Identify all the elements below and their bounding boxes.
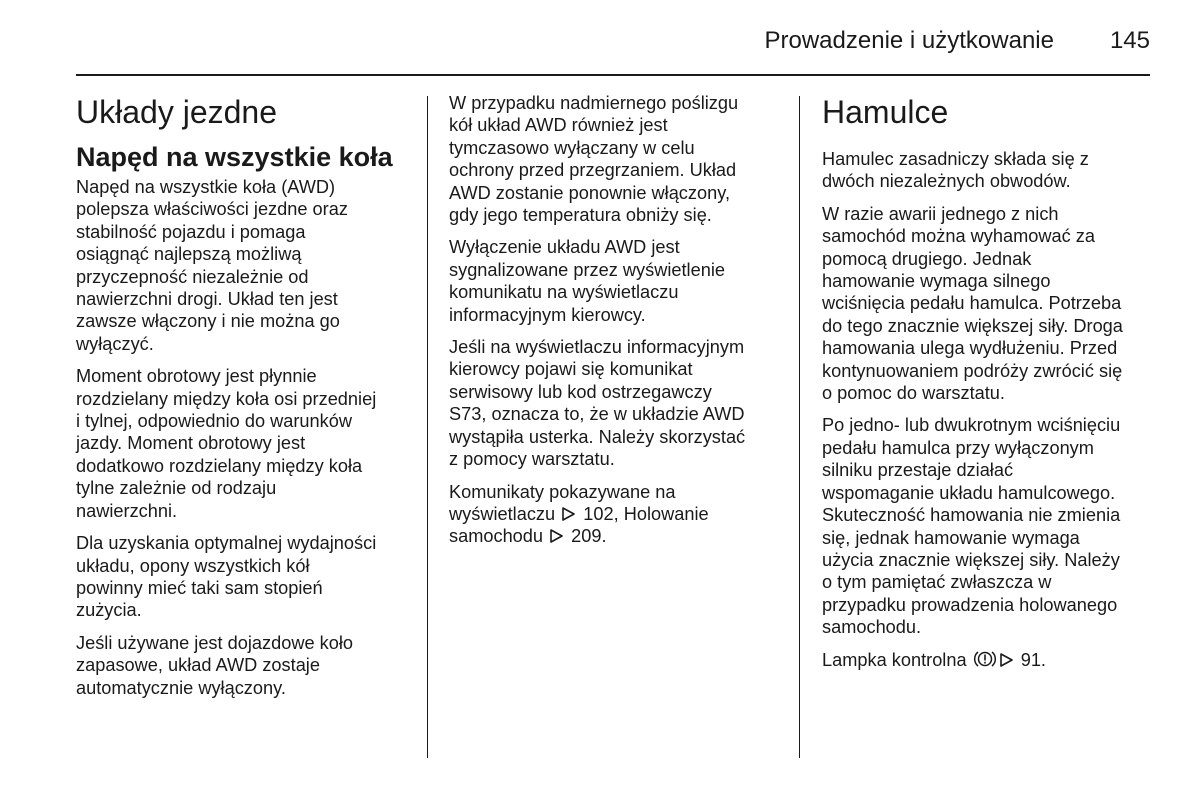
page-reference-link[interactable]: 102, Holowanie xyxy=(583,503,709,524)
paragraph-line: kierowcy pojawi się komunikat xyxy=(449,359,693,380)
paragraph-line: rozdzielany między koła osi przedniej xyxy=(76,388,377,409)
paragraph-line: kontynuowaniem podróży zwrócić się xyxy=(822,360,1123,381)
column-divider-right xyxy=(799,96,800,758)
column-brakes xyxy=(822,92,1152,681)
paragraph-line: wspomaganie układu hamulcowego. xyxy=(822,482,1116,503)
page-reference-arrow-icon xyxy=(999,653,1014,667)
paragraph-line: hamowanie wymaga silnego xyxy=(822,271,1051,292)
paragraph-line: nawierzchni. xyxy=(76,500,178,521)
paragraph-line: dwóch niezależnych obwodów. xyxy=(822,171,1071,192)
paragraph-line: i tylnej, odpowiednio do warunków xyxy=(76,411,353,432)
paragraph-line: AWD zostanie ponownie włączony, xyxy=(449,182,731,203)
section-heading-brakes: Hamulce xyxy=(822,94,949,130)
page-reference-arrow-icon xyxy=(561,507,576,521)
paragraph-line: powinny mieć taki sam stopień xyxy=(76,577,323,598)
section-heading-driving-systems: Układy jezdne xyxy=(76,94,277,130)
paragraph-line: samochód można wyhamować za xyxy=(822,226,1095,247)
paragraph-line xyxy=(449,503,779,525)
paragraph xyxy=(76,176,406,355)
paragraph-line: do tego znacznie większej siły. Droga xyxy=(822,315,1123,336)
paragraph xyxy=(76,632,406,699)
paragraph-line: S73, oznacza to, że w układzie AWD xyxy=(449,404,745,425)
paragraph-line: komunikatu na wyświetlaczu xyxy=(449,282,679,303)
paragraph-line: Komunikaty pokazywane na xyxy=(449,481,676,502)
paragraph-line: użycia znacznie większej siły. Należy xyxy=(822,549,1120,570)
brake-warning-icon xyxy=(973,649,997,669)
col3-paragraphs xyxy=(822,148,1152,639)
paragraph-line: automatycznie wyłączony. xyxy=(76,677,286,698)
paragraph-line: dodatkowo rozdzielany między koła xyxy=(76,455,363,476)
paragraph-line: pomocą drugiego. Jednak xyxy=(822,248,1032,269)
ref-text: samochodu xyxy=(449,526,544,547)
cross-reference-paragraph xyxy=(449,481,779,548)
paragraph-line: sygnalizowane przez wyświetlenie xyxy=(449,259,725,280)
ref-text: wyświetlaczu xyxy=(449,503,556,524)
ref-text: Lampka kontrolna xyxy=(822,649,967,670)
paragraph-line: pedału hamulca przy wyłączonym xyxy=(822,437,1094,458)
cross-reference-paragraph xyxy=(822,649,1152,671)
paragraph-line: się, jednak hamowanie wymaga xyxy=(822,527,1080,548)
paragraph-line: Jeśli na wyświetlaczu informacyjnym xyxy=(449,337,745,358)
paragraph-line: Moment obrotowy jest płynnie xyxy=(76,366,317,387)
paragraph-line xyxy=(449,525,779,547)
paragraph-line: przypadku prowadzenia holowanego xyxy=(822,594,1118,615)
paragraph-line: Napęd na wszystkie koła (AWD) xyxy=(76,177,336,197)
paragraph-line: W razie awarii jednego z nich xyxy=(822,203,1059,224)
paragraph-line: gdy jego temperatura obniży się. xyxy=(449,205,712,226)
paragraph-line: zawsze włączony i nie można go xyxy=(76,311,340,332)
paragraph-line: silniku przestaje działać xyxy=(822,460,1014,481)
page-reference-arrow-icon xyxy=(549,529,564,543)
paragraph xyxy=(449,336,779,470)
paragraph-line: samochodu. xyxy=(822,617,922,638)
paragraph-line: osiągnąć najlepszą możliwą xyxy=(76,244,302,265)
paragraph-line: Hamulec zasadniczy składa się z xyxy=(822,149,1089,169)
paragraph-line: z pomocy warsztatu. xyxy=(449,449,615,470)
paragraph-line: Jeśli używane jest dojazdowe koło xyxy=(76,632,354,653)
paragraph-line: o pomoc do warsztatu. xyxy=(822,383,1005,404)
page-number: 145 xyxy=(1109,27,1150,54)
col2-paragraphs xyxy=(449,92,779,471)
page-reference-link[interactable]: 91. xyxy=(1020,649,1046,670)
paragraph-line: wyłączyć. xyxy=(76,333,154,354)
paragraph-line: kół układ AWD również jest xyxy=(449,115,668,136)
header-title: Prowadzenie i użytkowanie xyxy=(764,27,1054,54)
paragraph-line: ochrony przed przegrzaniem. Układ xyxy=(449,160,737,181)
col1-paragraphs xyxy=(76,176,406,699)
paragraph-line: nawierzchni drogi. Układ ten jest xyxy=(76,289,338,310)
paragraph xyxy=(822,203,1152,405)
paragraph-line: zapasowe, układ AWD zostaje xyxy=(76,655,320,676)
paragraph xyxy=(822,414,1152,638)
column-divider-left xyxy=(427,96,428,758)
paragraph-line: polepsza właściwości jezdne oraz xyxy=(76,199,348,220)
paragraph xyxy=(449,92,779,226)
page-header xyxy=(76,24,1150,60)
paragraph-line: Dla uzyskania optymalnej wydajności xyxy=(76,533,377,554)
paragraph-line: Wyłączenie układu AWD jest xyxy=(449,237,680,258)
column-driving-systems xyxy=(76,92,406,709)
paragraph-line: wciśnięcia pedału hamulca. Potrzeba xyxy=(822,293,1122,314)
paragraph-line xyxy=(822,649,1152,671)
paragraph xyxy=(449,236,779,326)
paragraph-line: W przypadku nadmiernego poślizgu xyxy=(449,93,739,113)
paragraph-line: przyczepność niezależnie od xyxy=(76,266,309,287)
page-reference-link[interactable]: 209. xyxy=(571,526,607,547)
paragraph-line: układu, opony wszystkich kół xyxy=(76,555,310,576)
paragraph-line: tylne zależnie od rodzaju xyxy=(76,478,277,499)
paragraph-line: informacyjnym kierowcy. xyxy=(449,304,646,325)
paragraph-line: jazdy. Moment obrotowy jest xyxy=(76,433,306,454)
paragraph-line: zużycia. xyxy=(76,600,142,621)
paragraph-line: Po jedno- lub dwukrotnym wciśnięciu xyxy=(822,415,1121,436)
paragraph-line: serwisowy lub kod ostrzegawczy xyxy=(449,381,712,402)
paragraph-line: Skuteczność hamowania nie zmienia xyxy=(822,505,1121,526)
paragraph xyxy=(76,365,406,522)
paragraph-line: hamowania ulega wydłużeniu. Przed xyxy=(822,338,1118,359)
paragraph-line: tymczasowo wyłączany w celu xyxy=(449,137,695,158)
paragraph-line: wystąpiła usterka. Należy skorzystać xyxy=(449,426,746,447)
paragraph-line: o tym pamiętać zwłaszcza w xyxy=(822,572,1052,593)
subsection-heading-awd: Napęd na wszystkie koła xyxy=(76,142,393,172)
paragraph xyxy=(822,148,1152,193)
column-awd-continued xyxy=(449,92,779,558)
paragraph xyxy=(76,532,406,622)
paragraph-line: stabilność pojazdu i pomaga xyxy=(76,221,306,242)
header-divider xyxy=(76,74,1150,76)
